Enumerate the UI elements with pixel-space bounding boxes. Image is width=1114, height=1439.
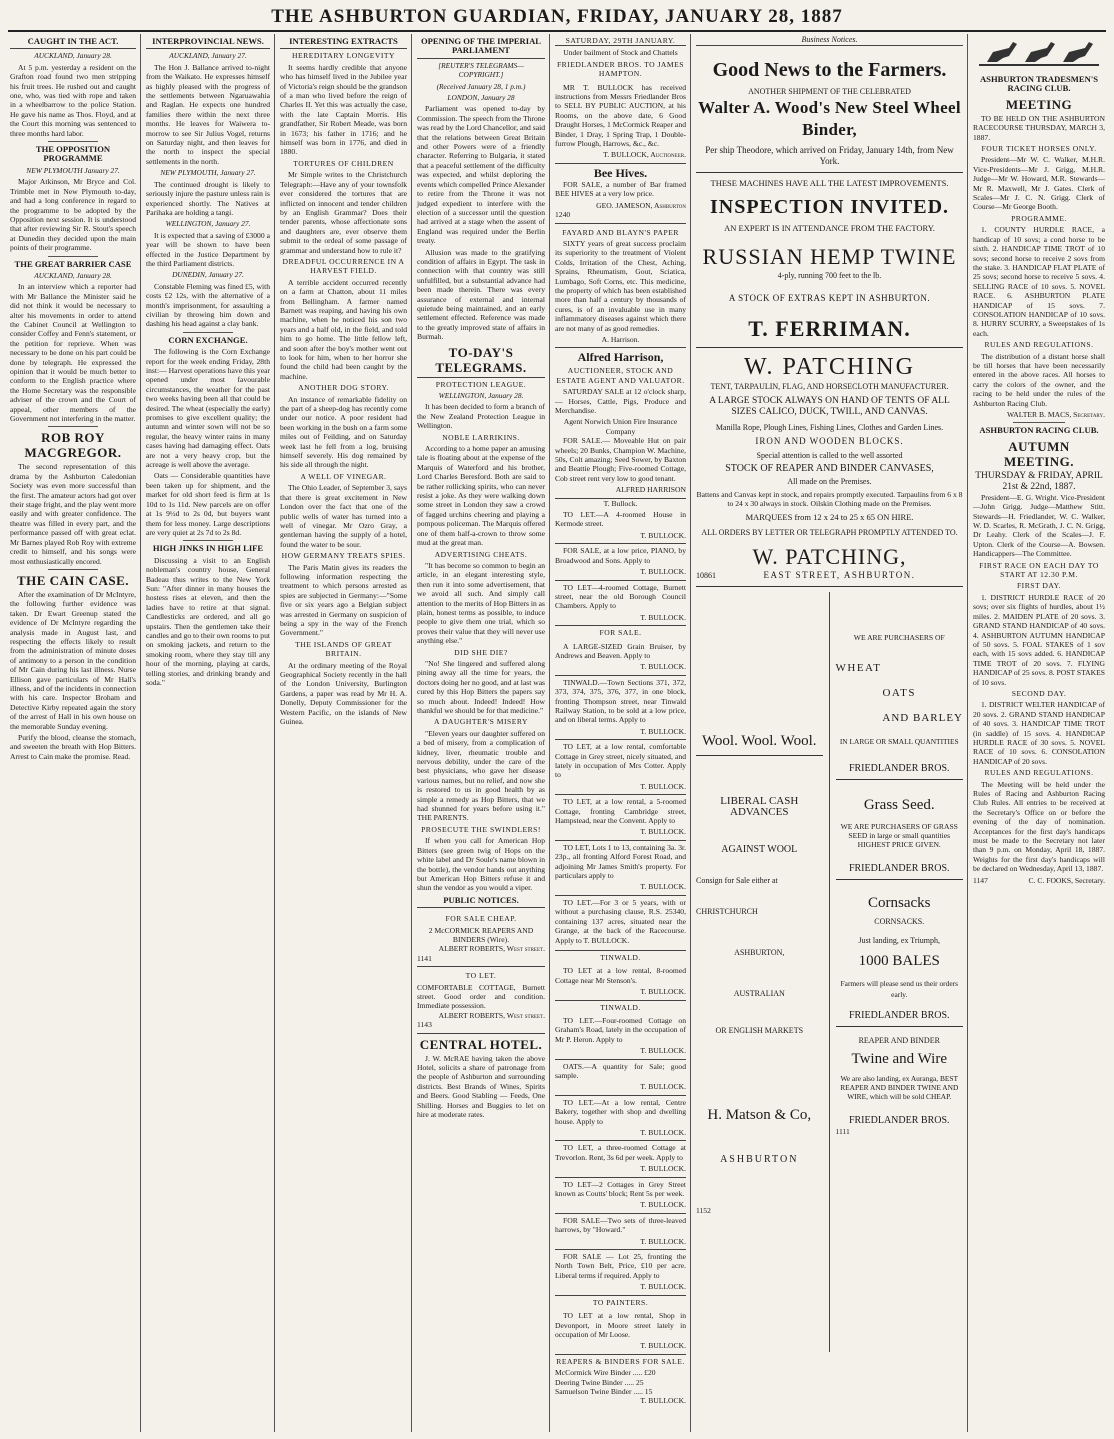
rob-roy-title: ROB ROY MACGREGOR. xyxy=(24,430,122,461)
patching-title: W. PATCHING xyxy=(744,354,915,380)
ref-1141: 1141 xyxy=(417,953,432,963)
meeting-title: MEETING xyxy=(1005,96,1073,112)
let-ad-5 xyxy=(555,795,686,841)
todays-telegrams-title: TO-DAY'S TELEGRAMS. xyxy=(417,345,545,378)
consign: Consign for Sale either at xyxy=(696,876,778,885)
to-let-body: COMFORTABLE COTTAGE, Burnett street. Good order and condition. Immediate possession. xyxy=(417,982,545,1011)
against-wool: AGAINST WOOL xyxy=(721,844,798,855)
caught-place: AUCKLAND, January 28. xyxy=(34,51,112,61)
protection-body: It has been decided to form a branch of the New Zealand Protection League in Wellington. xyxy=(417,402,545,431)
inter-body-1: The Hon J. Ballance arrived to-night from the Waikato. He expresses himself as highly pleased with the progress of the settlements between Ngaruawahia and Raglan. He expects one hundred families there within the next three months. He leaves for Waiwera to-morrow to see Sir Julius Vogel, returns on Saturday night, and then leaves for the north to inspect the special settlements in the north. xyxy=(146,62,270,166)
patching-stock: A LARGE STOCK ALWAYS ON HAND OF TENTS OF ALL SIZES CALICO, DUCK, TWILL, AND CANVAS. xyxy=(709,396,950,417)
let-4-sig: T. BULLOCK. xyxy=(640,781,686,791)
fayard-sig: A. Harrison. xyxy=(601,334,640,344)
spies-body: The Paris Matin gives its readers the following information respecting the treatment to which persons arrested as spies are subjected in Germany:—"Some five or six years ago a Belgian subject was arrested in Germany on suspicion of being a spy in the way of the French Government." xyxy=(280,562,407,638)
rules-2-body: The Meeting will be held under the Rules of Racing and Ashburton Racing Club Rules. All entries to be received at the Secretary's Office on or before the evening of the day of nomination. Acceptances for the first day's handicaps must be made to the Secretary not later than 9 p.m. on Monday, April 18, 1887. Weights for the first day's handicaps will be declared on Wednesday, April 13, 1887. xyxy=(973,779,1105,874)
inter-place-3: WELLINGTON, January 27. xyxy=(165,219,251,229)
tortures-body: Mr Simple writes to the Christchurch Telegraph:—Have any of your townsfolk ever considered the tortures that are inflicted on innocent and tender children by an English Grammar? Does their tender parents, whose affectionate sons and daughters are, ever observe them submit to the ordeal of some passage of grammar and understand how to rule it? xyxy=(280,170,407,255)
for-sale-body: A LARGE-SIZED Grain Bruiser, by Andrews and Beaven. Apply to xyxy=(555,641,686,660)
extras-stock: A STOCK OF EXTRAS KEPT IN ASHBURTON. xyxy=(728,293,931,303)
first-race: FIRST RACE ON EACH DAY TO START AT 12.30 P.M. xyxy=(979,560,1099,580)
tinwald-2-body: TO LET at a low rental, 8-roomed Cottage near Mr Stenson's. xyxy=(555,966,686,985)
twine-wire: Twine and Wire xyxy=(851,1051,948,1067)
oats: OATS xyxy=(882,687,916,699)
patching-items: Manilla Rope, Plough Lines, Fishing Lines, Clothes and Garden Lines. xyxy=(715,423,944,432)
bales: 1000 BALES xyxy=(858,953,940,969)
parliament-sub: [REUTER'S TELEGRAMS—COPYRIGHT.] xyxy=(438,60,524,80)
for-sale-sig: T. BULLOCK. xyxy=(640,662,686,672)
barrier-title: THE GREAT BARRIER CASE xyxy=(14,258,132,269)
wool-half xyxy=(696,592,830,1352)
marquees: MARQUEES from 12 x 24 to 25 x 65 ON HIRE. xyxy=(745,512,914,522)
matson-title: H. Matson & Co, xyxy=(707,1107,812,1123)
painters-sig: T. BULLOCK. xyxy=(640,1341,686,1351)
column-rule xyxy=(690,34,691,1432)
let-10-body: TO LET—2 Cottages in Grey Street known as Coutts' block; Rent 5s per week. xyxy=(555,1179,686,1199)
caught-body: At 5 p.m. yesterday a resident on the Grafton road found two men stripping his fruit trees. He rushed out and caught one, who, was tied with rope and taken in a wheelbarrow to the police Station. He gave his name as Thos. Floyd, and at the Court this morning was sentenced to three months hard labor. xyxy=(10,62,136,138)
racing-banner xyxy=(973,34,1105,72)
rules-2-title: RULES AND REGULATIONS. xyxy=(984,768,1094,778)
painters-ad xyxy=(555,1309,686,1355)
all-made: All made on the Premises. xyxy=(787,477,872,486)
public-notices-title: PUBLIC NOTICES. xyxy=(417,896,545,908)
friedlander-4: FRIEDLANDER BROS. xyxy=(848,1115,950,1126)
autumn-dates: THURSDAY & FRIDAY, APRIL 21st & 22nd, 1887. xyxy=(975,470,1103,492)
let-8-sig: T. BULLOCK. xyxy=(640,1128,686,1137)
twine-ply: 4-ply, running 700 feet to the lb. xyxy=(777,271,882,280)
painters-body: TO LET at a low rental, Shop in Devonport, in Moore street lately in occupation of Mr Loose. xyxy=(555,1311,686,1339)
masthead-title: THE ASHBURTON GUARDIAN, FRIDAY, JANUARY 28, 1887 xyxy=(8,4,1106,32)
rob-roy-body: The second representation of this drama by the Ashburton Caledonian Society was even more successful than the first. The amateur actors had got over their stage fright, and the play went more easily and with greater confidence. The theatre was filled in every part, and the performance passed off with great eclat. Mr Barnes played Rob Roy with extreme credit to himself, and his songs were most enthusiastically encored. xyxy=(10,462,136,566)
friedlander-1: FRIEDLANDER BROS. xyxy=(848,763,950,774)
let-1-body: TO LET.—A 4-roomed House in Kermode street. xyxy=(555,510,686,529)
tinwald-3-title: TINWALD. xyxy=(600,1002,641,1012)
farm-sale-sig: T. BULLOCK. xyxy=(640,1282,686,1292)
tinwald-3-body: TO LET.—Four-roomed Cottage on Graham's Road, lately in the occupation of Mr P. Heron. Apply to xyxy=(555,1015,686,1044)
racing-footer xyxy=(973,876,1105,885)
parliament-place: LONDON, January 28 xyxy=(447,93,515,103)
farmers-orders: Farmers will please send us their orders early. xyxy=(840,979,958,999)
barley: AND BARLEY xyxy=(882,712,963,724)
let-3-sig: T. BULLOCK. xyxy=(640,612,686,622)
column-rule xyxy=(411,34,412,1432)
second-day-body: 1. DISTRICT WELTER HANDICAP of 20 sovs. 2. GRAND STAND HANDICAP of 40 sovs. 3. HANDICAP TIME TROT (in saddle) of 15 sovs. 4. HANDICAP HURDLE RACE of 30 sovs. 5. NOVEL RACE of 10 sovs. 6. CONSOLATION HANDICAP of 20 sovs. xyxy=(973,700,1105,766)
autumn-title: AUTUMN MEETING. xyxy=(1003,438,1075,469)
let-4-body: TO LET, at a low rental, comfortable Cottage in Grey street, nicely situated, and lately in occupation of Mrs Cotter. Apply to xyxy=(555,742,686,780)
tinwald-ad-2 xyxy=(555,964,686,1000)
dog-body: An instance of remarkable fidelity on the part of a sheep-dog has recently come under our notice. A poor resident had been working in the bush on a farm some miles out of Feilding, and on Saturday week last he fell from a log, bruising himself severely. His dog remained by his side all through the night. xyxy=(280,394,407,470)
quantities: IN LARGE OR SMALL QUANTITIES xyxy=(839,737,959,746)
grain-half xyxy=(830,592,964,1352)
let-5-sig: T. BULLOCK. xyxy=(640,827,686,837)
liberal-advances: LIBERAL CASH ADVANCES xyxy=(720,795,799,818)
sale-cheap-title: FOR SALE CHEAP. xyxy=(445,914,517,924)
reaper-row-2: Deering Twine Binder ..... 25 xyxy=(555,1377,644,1387)
wheat: WHEAT xyxy=(835,662,882,674)
oats-body: OATS.—A quantity for Sale; good sample. xyxy=(555,1061,686,1080)
let-ad-1 xyxy=(555,508,686,544)
programme-title: PROGRAMME. xyxy=(1011,213,1067,223)
ashburton-market: ASHBURTON, xyxy=(734,948,785,957)
grass-seed-body: WE ARE PURCHASERS OF GRASS SEED in large or small quantities HIGHEST PRICE GIVEN. xyxy=(840,822,958,849)
business-notices-column xyxy=(692,34,967,1432)
bullock-auction-body: MR T. BULLOCK has received instructions from Messrs Friedlander Bros to SELL BY PUBLIC AUCTION, at his Rooms, on the above date, 6 Good Draught Horses, 1 McCormick Reaper and Binder, 1 Dray, 1 Spring Trap, 1 Double-furrow Plough, Harrows, &c., &c. xyxy=(555,82,686,149)
hereditary-body: It seems hardly credible that anyone who has himself lived in the Jubilee year of Victoria's reign should be the grandson of a man who lived before the reign of Charles II. Yet this was actually the case, with the late Captain Morris. His grandfather, Sir Robert Meade, was born in 1673; his father in 1716; and he himself was born in 1776, and died in 1880. xyxy=(280,62,407,157)
alfred-harrison-ad xyxy=(555,348,686,498)
oats-sig: T. BULLOCK. xyxy=(640,1082,686,1092)
let-ad-10 xyxy=(555,1178,686,1214)
cornsacks-title: Cornsacks xyxy=(868,895,931,911)
corn-title: CORN EXCHANGE. xyxy=(168,334,248,345)
advertising-body: "It has become so common to begin an article, in an elegant interesting style, then run it into some advertisement, that we avoid all such. And simply call attention to the merits of Hop Bitters in as plain, honest terms as possible, to induce people to give them one trial, which so proves their value that they will never use anything else." xyxy=(417,560,545,646)
for-sale-title: FOR SALE. xyxy=(599,628,642,638)
fayard-title: FAYARD AND BLAYN'S PAPER xyxy=(562,227,679,237)
opposition-body: Major Atkinson, Mr Bryce and Col. Trimble met in New Plymouth to-day, and had a long conference in regard to the programme to be adopted by the Opposition next session. It is understood that after reviewing Sir R. Stout's speech at Dunedin they decided upon the main points of their programme. xyxy=(10,177,136,253)
tickets: FOUR TICKET HORSES ONLY. xyxy=(981,144,1097,154)
column-4 xyxy=(413,34,549,1432)
iron-blocks: IRON AND WOODEN BLOCKS. xyxy=(755,436,904,446)
hereditary-title: HEREDITARY LONGEVITY xyxy=(292,51,395,61)
autumn-officers: President—E. G. Wright. Vice-President—John Grigg. Judge—Matthew Stitt. Stewards—H. Friedlander, W. C. Walker, W. D. Scarles, R. McGrath, J. C. N. Grigg, Dr Leahy. Clerk of the Scales—J. F. Upton. Clerk of the Course—A. Bowsen. Handicappers—The Committee. xyxy=(973,492,1105,559)
column-5 xyxy=(551,34,690,1432)
sale-cheap-ad xyxy=(417,910,545,967)
inter-body-3: It is expected that a saving of £3000 a year will be shown to have been effected in the Justice Department by the third Parliament districts. xyxy=(146,230,270,268)
parliament-title: OPENING OF THE IMPERIAL PARLIAMENT xyxy=(417,37,545,59)
inspection-invited: INSPECTION INVITED. xyxy=(709,196,950,218)
column-1 xyxy=(6,34,140,1432)
let-ad-9 xyxy=(555,1141,686,1177)
did-she-die-title: DID SHE DIE? xyxy=(454,647,508,657)
sale-cheap-body: 2 McCORMICK REAPERS AND BINDERS (Wire). xyxy=(428,925,534,944)
christchurch: CHRISTCHURCH xyxy=(696,907,758,916)
tradesmen-club: ASHBURTON TRADESMEN'S RACING CLUB. xyxy=(979,74,1099,94)
barrier-place: AUCKLAND, January 28. xyxy=(34,270,112,280)
walter-wood-binder: Walter A. Wood's New Steel Wheel Binder, xyxy=(698,98,961,139)
business-label: Business Notices. xyxy=(696,34,963,46)
orders-attended: ALL ORDERS BY LETTER OR TELEGRAPH PROMPTLY ATTENDED TO. xyxy=(701,528,958,537)
special-attention: Special attention is called to the well assorted xyxy=(756,451,903,460)
racing-column xyxy=(969,34,1109,1432)
saturday-sub: Under bailment of Stock and Chattels xyxy=(563,48,678,58)
harvest-title: DREADFUL OCCURRENCE IN A HARVEST FIELD. xyxy=(282,256,405,276)
first-day-body: 1. DISTRICT HURDLE RACE of 20 sovs; over six flights of hurdles, about 1½ miles. 2. MAIDEN PLATE of 20 sovs. 3. GRAND STAND HANDICAP of 40 sovs. 4. ASHBURTON AUTUMN HANDICAP of 50 sovs. 5. FOAL STAKES of 1 sov each, with 15 sovs added. 6. HANDICAP TIME TROT of 20 sovs. 7. FLYING HANDICAP of 25 sovs. 8. POST STAKES of 10 sovs. xyxy=(973,592,1105,687)
purchasers: WE ARE PURCHASERS OF xyxy=(853,633,945,642)
for-sale-ad xyxy=(555,640,686,676)
let-ad-4 xyxy=(555,740,686,795)
rules-title: RULES AND REGULATIONS. xyxy=(984,340,1094,350)
reaper-row-3: Samuelson Twine Binder ..... 15 xyxy=(555,1386,653,1396)
to-let-title: TO LET. xyxy=(465,971,497,981)
britain-title: THE ISLANDS OF GREAT BRITAIN. xyxy=(295,639,392,659)
tinwald-2-sig: T. BULLOCK. xyxy=(640,987,686,997)
roberts-signature: ALBERT ROBERTS, West street. xyxy=(438,944,545,954)
inter-place-2: NEW PLYMOUTH, January 27. xyxy=(160,168,256,178)
let-9-body: TO LET, a three-roomed Cottage at Trevorlon. Rent, 3s 6d per week. Apply to xyxy=(555,1143,686,1162)
did-she-die-body: "No! She lingered and suffered along pining away all the time for years, the doctors doing her no good, and at last was cured by this Hop Bitters the papers say so much about. Indeed! Indeed! How thankful we should be for that medicine." xyxy=(417,658,546,715)
protection-place: WELLINGTON, January 28. xyxy=(438,391,524,400)
let-2-body: FOR SALE, at a low price, PIANO, by Broadwood and Sons. Apply to xyxy=(555,546,686,565)
meeting-body: TO BE HELD ON THE ASHBURTON RACECOURSE THURSDAY, MARCH 3, 1887. xyxy=(973,113,1105,142)
improvements: THESE MACHINES HAVE ALL THE LATEST IMPROVEMENTS. xyxy=(710,178,949,188)
second-day-title: SECOND DAY. xyxy=(1011,688,1067,698)
swindlers-body: If when you call for American Hop Bitters (see green twig of Hops on the white label and Dr Soule's name blown in the bottle), the vendor hands out anything but American Hop Bitters refuse it and shun the vendor as you would a viper. xyxy=(417,836,545,893)
ref-1152: 1152 xyxy=(696,1206,711,1215)
roberts-signature-2: ALBERT ROBERTS, West street. xyxy=(438,1010,545,1020)
oats-ad xyxy=(555,1060,686,1096)
corn-body: The following is the Corn Exchange report for the week ending Friday, 28th inst:— Harvest operations have this year opened under most favourable circumstances, the weather for the past two weeks having been all that could be desired. The wheat (especially the early) promises to give excellent quality; the autumn and winter sown will not be so regular, the heavy winter rains in many cases having had damaging effect. Oats are not a very heavy crop, but the acreage is well above the average. xyxy=(146,347,270,470)
bee-hives-sig: GEO. JAMESON, Ashburton xyxy=(596,200,686,210)
let-9-sig: T. BULLOCK. xyxy=(640,1164,686,1174)
ref-1111: 1111 xyxy=(835,1127,850,1136)
hijinks-body: Discussing a visit to an English nobleman's country house, General Badeau thus writes to the New York Sun: "After dinner in many houses the hostess rises at eleven, and then the ladies have to retire at that signal. Candlesticks are ordered, and all go upstairs. Then the gentlemen take their candles and go to their own rooms to put on smoking jackets, and return to the smoking room, where they stay till any hour of the morning, playing at cards, telling stories, and drinking brandy and soda." xyxy=(146,555,271,687)
farm-sale-ad xyxy=(555,1250,686,1296)
alfred-body: SATURDAY SALE at 12 o'clock sharp,— Horses, Cattle, Pigs, Produce and Merchandise. xyxy=(555,387,686,415)
cain-body: After the examination of Dr McIntyre, the following further evidence was taken. Dr Ewart Greenup stated the evidence of Dr McIntyre regarding the analysis made in August last, and respecting the effects likely to result from the administration of minute doses of antimony to a person in the condition of Mr Cain during his last illness. Nurse Ellison gave particulars of Mr Hall's illness, and of the incidents in connection with his care. Inspector Broham and Detective Kirby repeated again the story of the arrest of Hall in his own house on the memorable Sunday evening. xyxy=(10,589,136,731)
column-rule xyxy=(140,34,141,1432)
friedlander-3: FRIEDLANDER BROS. xyxy=(848,1010,950,1021)
column-2 xyxy=(142,34,274,1432)
english-markets: OR ENGLISH MARKETS xyxy=(715,1026,804,1035)
fooks-secretary: C. C. FOOKS, Secretary. xyxy=(1028,875,1105,885)
cain-body-2: Purify the blood, cleanse the stomach, and sweeten the breath with Hop Bitters. Arrest to Cain make the promise. Read. xyxy=(10,733,136,761)
dog-title: ANOTHER DOG STORY. xyxy=(298,383,389,393)
harrows-sig: T. BULLOCK. xyxy=(640,1236,686,1246)
business-split xyxy=(696,592,963,1352)
column-3 xyxy=(276,34,411,1432)
column-rule xyxy=(274,34,275,1432)
let-1-sig: T. BULLOCK. xyxy=(640,530,686,540)
grass-seed-title: Grass Seed. xyxy=(863,797,935,813)
spies-title: HOW GERMANY TREATS SPIES. xyxy=(281,551,406,561)
to-let-ad xyxy=(417,967,545,1033)
alfred-sig: ALFRED HARRISON xyxy=(615,485,686,495)
inter-place-4: DUNEDIN, January 27. xyxy=(172,270,244,280)
another-shipment: ANOTHER SHIPMENT OF THE CELEBRATED xyxy=(748,87,911,96)
let-ad-8 xyxy=(555,1096,686,1142)
column-rule xyxy=(967,34,968,1432)
harrows-body: FOR SALE—Two sets of three-leaved harrows, by "Howard." xyxy=(555,1215,686,1235)
central-hotel-body: J. W. McRAE having taken the above Hotel, solicits a share of patronage from the people of Ashburton and surrounding districts. Best Brands of Wines, Spirits and Beers. Good Stabling — Feeds, One Shilling. Horses and Buggies to let on hire at moderate rates. xyxy=(417,1053,545,1120)
parliament-body: Parliament was opened to-day by Commission. The speech from the Throne was read by the Lord Chancellor, and said that the relations between Great Britain and other Powers were of a friendly character. Referring to Bulgaria, it stated that a peaceful settlement of the difficulty was expected, and whilst deploring the events which compelled Prince Alexander to retire from the Throne it was not judged expedient to interfere with the election of a successor until the question had arrived at a stage when the assent of England was required under the Berlin treaty. xyxy=(417,104,545,246)
ferriman-name: T. FERRIMAN. xyxy=(748,316,911,341)
bullock-auction-ad xyxy=(555,81,686,164)
reapers-title: REAPERS & BINDERS FOR SALE. xyxy=(556,1356,685,1366)
battens: Battens and Canvas kept in stock, and repairs promptly executed. Tarpaulins from 6 x 8 to 24 x 30 always in stock. Oilskin Clothing made on the Premises. xyxy=(696,490,963,508)
let-ad-2 xyxy=(555,544,686,580)
tortures-title: TORTURES OF CHILDREN xyxy=(293,158,394,168)
farm-sale-body: FOR SALE — Lot 25, fronting the North Town Belt, Price, £10 per acre. Liberal terms if required. Apply to xyxy=(555,1252,686,1280)
advertising-title: ADVERTISING CHEATS. xyxy=(434,549,528,559)
bee-hives-body: FOR SALE, a number of Bar framed BEE HIVES at a very low price. xyxy=(555,179,686,199)
vinegar-body: The Ohio Leader, of September 3, says that there is great excitement in New London over the fact that one of the public wells of water has turned into a well of vinegar. Mr Ozro Gray, a gentleman having the supply of a hotel, found the water to be sour. xyxy=(280,483,407,549)
ref-1147: 1147 xyxy=(973,875,988,885)
ref-1143: 1143 xyxy=(417,1020,432,1030)
fayard-ad xyxy=(555,224,686,349)
noble-body: According to a home paper an amusing tale is floating about at the expense of the Marquis of Waterford and his brother, Lord Charles Beresford. Both are said to be rather rollicking spirits, who can never resist a joke. As they were walking down some street in London they saw a crowd of fagged urchins cheering and playing a pompous policeman. The Marquis offered one of them half-a-crown to throw some mud at the great man. xyxy=(417,444,545,548)
cornsacks-sub: CORNSACKS. xyxy=(874,917,925,926)
programme-body: 1. COUNTY HURDLE RACE, a handicap of 10 sovs; a cond horse to be sixth. 2. HANDICAP TIME TROT of 10 sovs; second horse to receive 2 sovs from the stake. 3. HANDICAP FLAT PLATE of 25 sovs; second horse to receive 5 sovs. 4. SELLING RACE of 10 sovs. 5. NOVEL RACE. 6. ASHBURTON PLATE HANDICAP of 15 sovs. 7. CONSOLATION HANDICAP of 10 sovs. 8. HURRY SCURRY, a Sweepstakes of 1s each. xyxy=(973,225,1105,338)
per-ship: Per ship Theodore, which arrived on Friday, January 14th, from New York. xyxy=(705,145,954,166)
let-ad-3 xyxy=(555,581,686,627)
alfred-forsale: FOR SALE.— Moveable Hut on pair wheels; 20 Bunks, Champion W. Machine, 50s, Colt amazing; Seed Sower, by Baxton and Beattie Plough; Five-roomed Cottage, Cob street rent very low to good tenant. xyxy=(555,436,686,483)
britain-body: At the ordinary meeting of the Royal Geographical Society recently in the hall of the London University, Burlington Gardens, a paper was read by Mr H. A. Donelly, Deputy Commissioner for the Western Pacific, on the islands of New Guinea. xyxy=(280,660,407,727)
expert-note: AN EXPERT IS IN ATTENDANCE FROM THE FACTORY. xyxy=(724,223,935,233)
protection-title: PROTECTION LEAGUE. xyxy=(435,379,527,389)
barrier-body: In an interview which a reporter had with Mr Ballance the Minister said he did not think it would be necessary to alter his movements in order to attend the Cabinet Council at Wellington to consider Coffey and Fenn's statement, or the petition for reprieve. When was necessary to be done on his part could be done by telegraph. He expressed the opinion that it would be much better to conform to the English practice where the Home Secretary was the responsible adviser of the crown and the Court of appeal, other members of the Government not interfering in the matter. xyxy=(10,282,136,424)
vinegar-title: A WELL OF VINEGAR. xyxy=(300,471,387,481)
daughter-body: "Eleven years our daughter suffered on a bed of misery, from a complication of kidney, liver, rheumatic trouble and nervous debility, under the care of the best physicians, who gave her disease various names, but no relief, and now she is restored to us in good health by as simple a remedy as Hop Bitters, that we had shunned for years before using it." THE PARENTS. xyxy=(417,728,545,823)
interprovincial-title: INTERPROVINCIAL NEWS. xyxy=(146,37,270,49)
reapers-sig: T. BULLOCK. xyxy=(640,1396,686,1406)
russian-hemp-twine: RUSSIAN HEMP TWINE xyxy=(702,244,957,269)
fayard-body: SIXTY years of great success proclaim its superiority to the treatment of Violent Colds, Irritation of the Chest, Aching, Sprains, Rheumatism, Gout, Sciatica, Lumbago, Soft Corns, etc. This medicine, the property of which has been established more than half a century by thousands of cures, is of an invaluable use in many inflammatory diseases against which there are not many of as good remedies. xyxy=(555,238,686,333)
bullock-auction-sig: T. BULLOCK, Auctioneer. xyxy=(603,150,686,160)
let-6-sig: T. BULLOCK. xyxy=(640,882,686,892)
tinwald-3-sig: T. BULLOCK. xyxy=(640,1046,686,1056)
patching-address-row xyxy=(696,570,963,581)
parliament-body-2: Allusion was made to the gratifying condition of affairs in Egypt. The task in connection with that country was still unfulfilled, but a substantial advance had been made therein. There was every assurance of external and internal quietude being maintained, and an early settlement effected. Reference was made to the greatly improved state of affairs in Burmah. xyxy=(417,247,545,342)
alfred-title: Alfred Harrison, xyxy=(577,350,664,365)
friedlander-2: FRIEDLANDER BROS. xyxy=(848,863,950,874)
painters-title: TO PAINTERS. xyxy=(592,1297,649,1307)
let-ad-6 xyxy=(555,841,686,896)
landing-2: We are also landing, ex Auranga, BEST REAPER AND BINDER TWINE AND WIRE, which will be sold CHEAP. xyxy=(840,1074,959,1101)
inter-body-4: Constable Fleming was fined £5, with costs £2 12s, with the alternative of a month's imprisonment, for assaulting a civilian by throwing him down and dashing his head against a clay bank. xyxy=(146,281,270,329)
reaper-binder: REAPER AND BINDER xyxy=(858,1036,940,1045)
ref-10861: 10861 xyxy=(696,571,716,580)
inter-body-2: The continued drought is likely to seriously injure the pasture unless rain is experienced shortly. The Natives at Parihaka are holding a tangi. xyxy=(146,179,270,217)
australian-market: AUSTRALIAN xyxy=(733,989,785,998)
let-ad-7 xyxy=(555,896,686,951)
let-7-body: TO LET.—For 3 or 5 years, with or without a purchasing clause, R.S. 25340, containing 137 acres, situated near the Grange, at the back of the Racecourse. Apply to T. BULLOCK. xyxy=(555,897,686,945)
let-2-sig: T. BULLOCK. xyxy=(640,567,686,577)
noble-title: NOBLE LARRIKINS. xyxy=(442,432,520,442)
reaper-row-1: McCormick Wire Binder ..... £20 xyxy=(555,1368,656,1378)
harvest-body: A terrible accident occurred recently on a farm at Chatton, about 11 miles from Bellingham. A farmer named Barnett was reaping, and having his own machine, when he noticed his son two years and a half old, in the field, and told him to go home. The little fellow left, and soon after the boy's mother went out to look for him, when to her horror she found the child had been caught by the machine. xyxy=(280,277,407,381)
patching-2: W. PATCHING, xyxy=(752,544,907,569)
tinwald-2-title: TINWALD. xyxy=(600,952,641,962)
horse-race-icon xyxy=(979,36,1099,70)
tinwald-1-sig: T. BULLOCK. xyxy=(640,726,686,736)
bee-hives-title: Bee Hives. xyxy=(593,165,648,180)
column-rule xyxy=(549,34,550,1432)
alfred-agent: Agent Norwich Union Fire Insurance Company xyxy=(563,417,678,436)
swindlers-title: PROSECUTE THE SWINDLERS! xyxy=(421,824,541,834)
tradesmen-officers: President—Mr W. C. Walker, M.H.R. Vice-Presidents—Mr J. Grigg, M.H.R. Judge—Mr W. Howard, M.R. Stewards—Mr R. Maxwell, Mr J. Gates. Clerk of Scales—Mr J. C. N. Grigg. Clerk of Course—Mr George Booth. xyxy=(973,155,1105,212)
central-hotel-title: CENTRAL HOTEL. xyxy=(419,1036,543,1052)
patching-trade: TENT, TARPAULIN, FLAG, AND HORSECLOTH MANUFACTURER. xyxy=(710,382,949,391)
saturday-firm: FRIEDLANDER BROS. TO JAMES HAMPTON. xyxy=(556,59,685,79)
matson-town: ASHBURTON xyxy=(720,1154,799,1165)
tinwald-1-body: TINWALD.—Town Sections 371, 372, 373, 374, 375, 376, 377, in one block, fronting Thompson street, near Tinwald Railway Station, to be sold at a low price, and on liberal terms. Apply to xyxy=(555,677,686,725)
ref-1240: 1240 xyxy=(555,210,571,220)
caught-title: CAUGHT IN THE ACT. xyxy=(10,37,136,49)
good-news-title: Good News to the Farmers. xyxy=(712,59,947,81)
opposition-title: THE OPPOSITION PROGRAMME xyxy=(35,144,111,164)
tinwald-ad-3 xyxy=(555,1014,686,1060)
let-6-body: TO LET, Lots 1 to 13, containing 3a. 3r. 23p., all fronting Alford Forest Road, and adjoining Mr James Smith's property. For particulars apply to xyxy=(555,842,686,881)
corn-body-2: Oats — Considerable quantities have been taken up for shipment, and the market for old short feed is firm at 1s 10d to 1s 11d. New parcels are on offer at 1s 9½d to 2s 0d, but buyers want them for less money. Large descriptions are very quiet at 2s 7d to 2s 8d. xyxy=(146,471,270,537)
tinwald-ad-1 xyxy=(555,676,686,740)
saturday-head: SATURDAY, 29TH JANUARY. xyxy=(555,36,686,46)
bullock-label: T. Bullock. xyxy=(603,498,638,508)
cain-title: THE CAIN CASE. xyxy=(16,572,130,588)
bee-hives-ad xyxy=(555,164,686,224)
harrows-ad xyxy=(555,1214,686,1250)
hijinks-title: HIGH JINKS IN HIGH LIFE xyxy=(152,543,264,554)
daughter-title: A DAUGHTER'S MISERY xyxy=(434,717,528,727)
tradesmen-secretary: WALTER B. MACS, Secretary. xyxy=(1006,410,1105,419)
opposition-place: NEW PLYMOUTH January 27. xyxy=(26,165,120,175)
east-street: EAST STREET, ASHBURTON. xyxy=(763,570,916,580)
let-3-body: TO LET—4-roomed Cottage, Burnett street, near the old Borough Council Chambers. Apply to xyxy=(555,582,686,611)
interesting-title: INTERESTING EXTRACTS xyxy=(280,37,407,49)
autumn-club: ASHBURTON RACING CLUB. xyxy=(979,425,1099,436)
just-landing: Just landing, ex Triumph, xyxy=(858,936,941,945)
reaper-canvases: STOCK OF REAPER AND BINDER CANVASES, xyxy=(725,463,934,474)
first-day-title: FIRST DAY. xyxy=(1016,581,1062,591)
alfred-sub: AUCTIONEER, STOCK AND ESTATE AGENT AND VALUATOR. xyxy=(556,366,685,385)
let-5-body: TO LET, at a low rental, a 5-roomed Cottage, fronting Cambridge street, Hampstead, near the Convent. Apply to xyxy=(555,797,686,826)
let-8-body: TO LET.—At a low rental, Centre Bakery, together with shop and dwelling house. Apply to xyxy=(555,1097,686,1126)
inter-place-1: AUCKLAND, January 27. xyxy=(169,51,247,61)
rules-body: The distribution of a distant horse shall be till horses that have been necessarily entered in the above races. All horses to carry the colors of the owner, and the racing to be held under the rules of the Ashburton Racing Club. xyxy=(973,351,1105,408)
wool-title: Wool. Wool. Wool. xyxy=(701,733,817,749)
let-10-sig: T. BULLOCK. xyxy=(640,1200,686,1210)
parliament-date: (Received January 28, 1 p.m.) xyxy=(436,81,526,91)
